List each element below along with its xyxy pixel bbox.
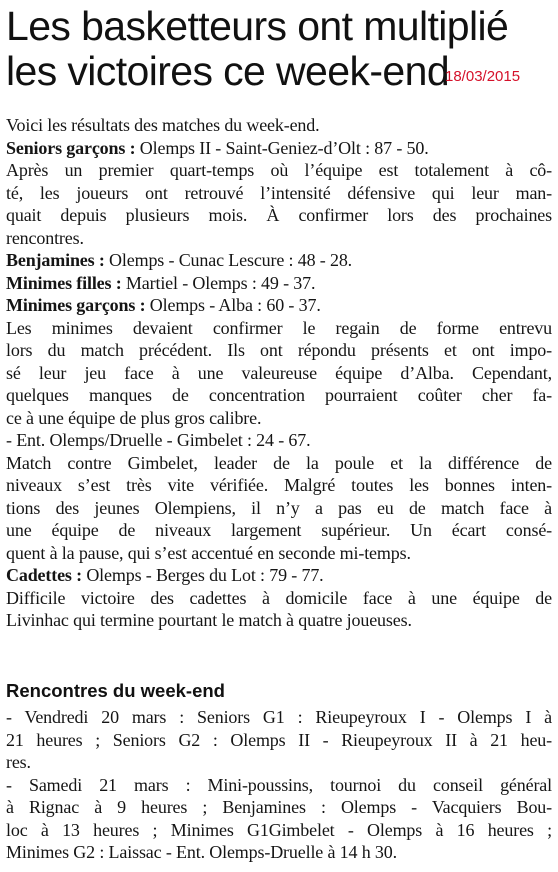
intro-text: Voici les résultats des matches du week-end. — [6, 115, 320, 135]
headline-line-2: les victoires ce week-end — [6, 48, 450, 94]
rencontres-line: à Rignac à 9 heures ; Benjamines : Olemps - Vacquiers Bou- — [6, 797, 552, 817]
comment-line: quent à la pause, qui s’est accentué en seconde mi-temps. — [6, 542, 411, 563]
rencontres-line: res. — [6, 752, 31, 772]
rencontres-line: loc à 13 heures ; Minimes G1Gimbelet - Olemps à 16 heures ; — [6, 819, 552, 840]
comment-line: niveaux s’est très vite vérifiée. Malgré toutes les bonnes inten- — [6, 475, 552, 495]
rencontres-list — [6, 706, 552, 864]
comment-line: rencontres. — [6, 227, 84, 248]
rencontres-line: - Samedi 21 mars : Mini-poussins, tournoi du conseil général — [6, 774, 552, 795]
result-text: Olemps - Berges du Lot : 79 - 77. — [81, 565, 324, 585]
comment-line: quelques manques de concentration pourraient coûter cher fa- — [6, 385, 552, 405]
article-body — [6, 114, 552, 632]
category-label: Benjamines : — [6, 250, 105, 270]
comment-line: Difficile victoire des cadettes à domicile face à une équipe de — [6, 587, 552, 608]
comment-line: lors du match précédent. Ils ont répondu présents et ont impo- — [6, 340, 552, 360]
result-seniors — [6, 137, 552, 160]
rencontres-line: Minimes G2 : Laissac - Ent. Olemps-Druelle à 14 h 30. — [6, 842, 397, 862]
result-benjamines — [6, 249, 552, 272]
comment-line: té, les joueurs ont retrouvé l’intensité défensive qui leur man- — [6, 182, 552, 203]
section-heading-rencontres: Rencontres du week-end — [6, 680, 225, 701]
rencontres-line: - Vendredi 20 mars : Seniors G1 : Rieupeyroux I - Olemps I à — [6, 707, 552, 727]
comment-line: ce à une équipe de plus gros calibre. — [6, 407, 262, 428]
category-label: Cadettes : — [6, 565, 82, 585]
category-label: Seniors garçons : — [6, 137, 136, 158]
category-label: Minimes filles : — [6, 272, 122, 293]
publication-date: 18/03/2015 — [445, 68, 521, 85]
result-text: Martiel - Olemps : 49 - 37. — [121, 272, 316, 293]
result-text: Olemps - Alba : 60 - 37. — [145, 295, 321, 315]
result-cadettes — [6, 564, 552, 587]
result-minimes-filles — [6, 272, 552, 295]
comment-line: Livinhac qui termine pourtant le match à quatre joueuses. — [6, 610, 412, 630]
headline-line-1: Les basketteurs ont multiplié — [6, 3, 509, 49]
comment-line: Après un premier quart-temps où l’équipe est totalement à cô- — [6, 160, 552, 180]
comment-line: quait depuis plusieurs mois. À confirmer lors des prochaines — [6, 205, 552, 225]
category-label: Minimes garçons : — [6, 295, 146, 315]
comment-line: tions des jeunes Olempiens, il n’y a pas eu de match face à — [6, 497, 552, 518]
result-text: Olemps - Cunac Lescure : 48 - 28. — [104, 250, 353, 270]
result-text: Olemps II - Saint-Geniez-d’Olt : 87 - 50. — [135, 137, 429, 158]
comment-line: Les minimes devaient confirmer le regain de forme entrevu — [6, 317, 552, 338]
rencontres-line: 21 heures ; Seniors G2 : Olemps II - Rieupeyroux II à 21 heu- — [6, 729, 552, 750]
result-ent-olemps: - Ent. Olemps/Druelle - Gimbelet : 24 - 67. — [6, 430, 311, 450]
comment-line: une équipe de niveaux largement supérieur. Un écart consé- — [6, 520, 552, 540]
comment-line: sé leur jeu face à une valeureuse équipe d’Alba. Cependant, — [6, 362, 552, 383]
comment-line: Match contre Gimbelet, leader de la poule et la différence de — [6, 452, 552, 473]
result-minimes-garcons — [6, 294, 552, 317]
